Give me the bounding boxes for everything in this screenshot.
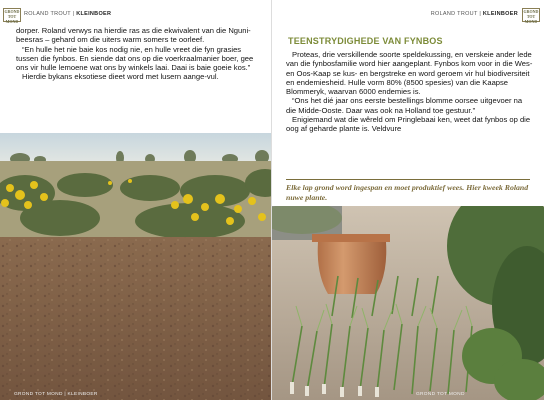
right-body-text <box>286 50 534 134</box>
header-section: ROLAND TROUT <box>24 11 71 17</box>
header-title: KLEINBOER <box>482 11 518 17</box>
paragraph: Enigiemand wat die wêreld om Pringlebaai ken, weet dat fynbos op die oog af geharde plante is. Veldvure <box>286 115 531 134</box>
running-header-left: ROLAND TROUT | KLEINBOER <box>24 11 112 17</box>
footer-left: GROND TOT MOND | KLEINBOER <box>14 392 98 397</box>
photo-fynbos-field <box>0 133 272 400</box>
footer-right: GROND TOT MOND <box>416 392 465 397</box>
photo-caption: Elke lap grond word ingespan en moet produktief wees. Hier kweek Roland nuwe plante. <box>286 183 529 202</box>
header-title: KLEINBOER <box>76 11 112 17</box>
paragraph: Hierdie bykans eksotiese dieet word met lusern aange-vul. <box>22 72 219 82</box>
section-subheading: TEENSTRYDIGHEDE VAN FYNBOS <box>288 36 443 46</box>
running-header-right: ROLAND TROUT | KLEINBOER <box>430 11 518 17</box>
left-body-text <box>16 26 262 82</box>
caption-rule-top <box>286 179 530 180</box>
paragraph: “Ons het dié jaar ons eerste bestellings blomme oorsee uitgevoer na die Midde-Ooste. Daar was ook na Holland toe gestuur.” <box>286 96 523 115</box>
photo-garden-pot <box>272 206 544 400</box>
magazine-logo: GROND TOT MOND <box>4 9 20 24</box>
paragraph: dorper. Roland verwys na hierdie ras as die ekwivalent van die Nguni-beesras – gehard om die uiters warm somers te oorleef. <box>16 26 251 45</box>
paragraph: Proteas, drie verskillende soorte speldekussing, en verskeie ander lede van die fynbosfamilie word hier aangeplant. Fynbos kom voor in die Wes- en Oos-Kaap se kus- en bergstreke en word geroem vir hul biodiversiteit en endemiesheid. Hulle vorm 80% (8500 spesies) van die Kaapse Blommeryk, waarvan 6000 endemies is. <box>286 50 533 97</box>
magazine-logo: GROND TOT MOND <box>523 9 539 24</box>
paragraph: “En hulle het nie baie kos nodig nie, en hulle vreet die fyn grasies tussen die fynbos. En siende dat ons op die voerkraalmanier boer, gee ons vir hulle lemoene wat ons by winkels laai. Daai is baie goeie kos.” <box>16 44 254 73</box>
header-section: ROLAND TROUT <box>430 11 478 17</box>
